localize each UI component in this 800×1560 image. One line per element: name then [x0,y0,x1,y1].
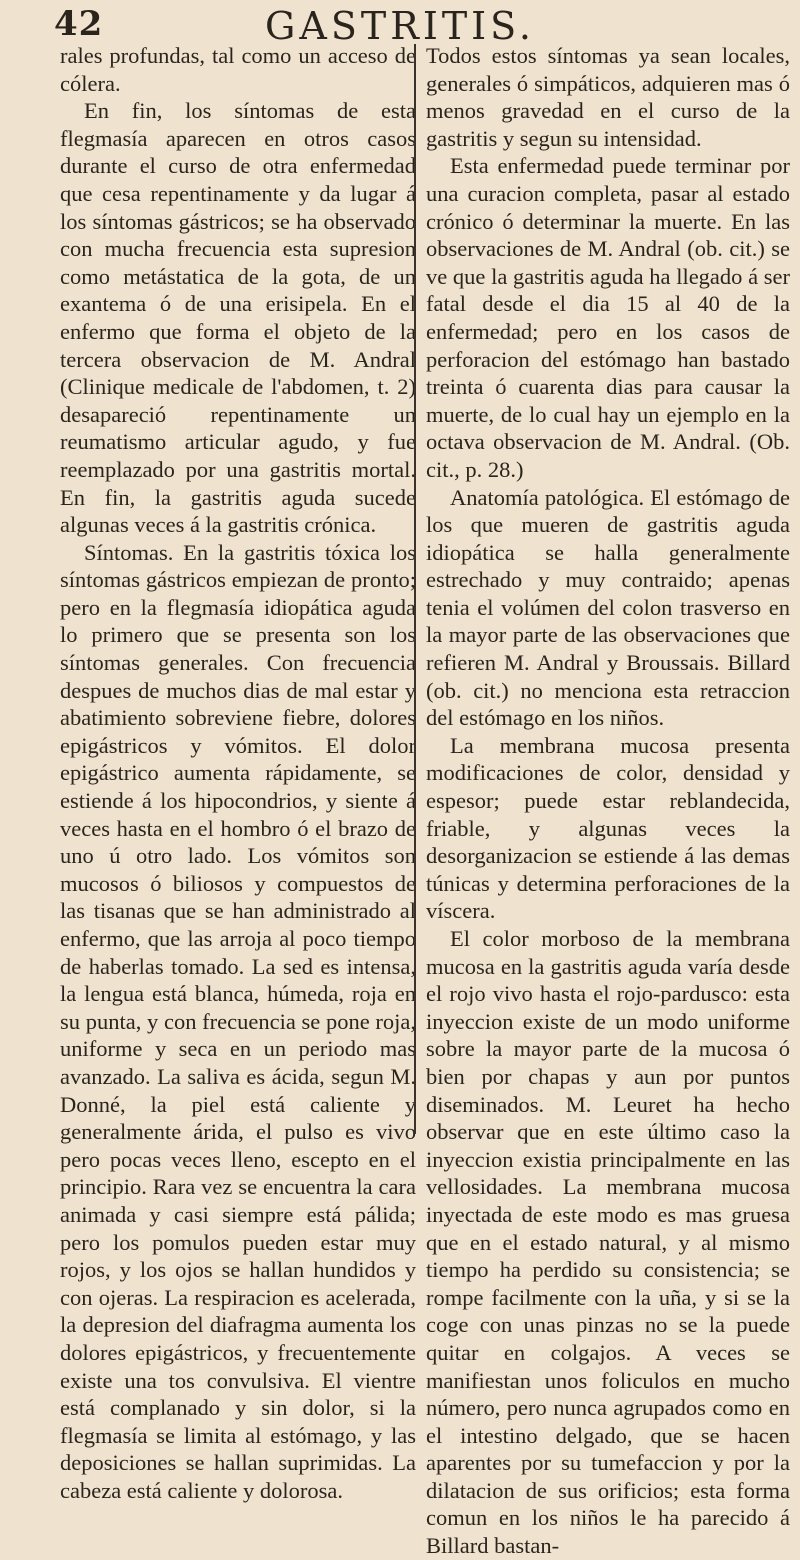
paragraph: Todos estos síntomas ya sean locales, generales ó simpáticos, adquieren mas ó menos gravedad en el curso de la gastritis y segun su intensidad. [426,43,790,151]
running-title: GASTRITIS. [265,4,535,48]
page-number: 42 [54,4,104,44]
paragraph: En fin, los síntomas de esta flegmasía aparecen en otros casos durante el curso de otra enfermedad que cesa repentinamente y da lugar á los síntomas gástricos; se ha observado con mucha frecuencia esta supresion como metástatica de la gota, de un exantema ó de una erisipela. En el enfermo que forma el objeto de la tercera observacion de M. Andral (Clinique medicale de l'abdomen, t. 2) desapareció repentinamente un reumatismo articular agudo, y fue reemplazado por una gastritis mortal. En fin, la gastritis aguda sucede algunas veces á la gastritis crónica. [60,98,416,538]
right-column [426,42,790,1560]
paragraph: Síntomas. En la gastritis tóxica los síntomas gástricos empiezan de pronto; pero en la flegmasía idiopática aguda lo primero que se presenta son los síntomas generales. Con frecuencia despues de muchos dias de mal estar y abatimiento sobreviene fiebre, dolores epigástricos y vómitos. El dolor epigástrico aumenta rápidamente, se estiende á los hipocondrios, y siente á veces hasta en el hombro ó el brazo de uno ú otro lado. Los vómitos son mucosos ó biliosos y compuestos de las tisanas que se han administrado al enfermo, que las arroja al poco tiempo de haberlas tomado. La sed es intensa, la lengua está blanca, húmeda, roja en su punta, y con frecuencia se pone roja, uniforme y seca en un periodo mas avanzado. La saliva es ácida, segun M. Donné, la piel está caliente y generalmente árida, el pulso es vivo pero pocas veces lleno, escepto en el principio. Rara vez se encuentra la cara animada y casi siempre está pálida; pero los pomulos pueden estar muy rojos, y los ojos se hallan hundidos y con ojeras. La respiracion es acelerada, la depresion del diafragma aumenta los dolores epigástricos, y frecuentemente existe una tos convulsiva. El vientre está complanado y sin dolor, si la flegmasía se limita al estómago, y las deposiciones se hallan suprimidas. La cabeza está caliente y dolorosa. [60,539,416,1503]
paragraph: Esta enfermedad puede terminar por una curacion completa, pasar al estado crónico ó determinar la muerte. En las observaciones de M. Andral (ob. cit.) se ve que la gastritis aguda ha llegado á ser fatal desde el dia 15 al 40 de la enfermedad; pero en los casos de perforacion del estómago han bastado treinta ó cuarenta dias para causar la muerte, de lo cual hay un ejemplo en la octava observacion de M. Andral. (Ob. cit., p. 28.) [426,153,790,482]
column-divider [414,44,416,1134]
paragraph: rales profundas, tal como un acceso de cólera. [60,43,416,96]
left-column [60,42,416,1504]
paragraph: Anatomía patológica. El estómago de los que mueren de gastritis aguda idiopática se halla generalmente estrechado y muy contraido; apenas tenia el volúmen del colon trasverso en la mayor parte de las observaciones que refieren M. Andral y Broussais. Billard (ob. cit.) no menciona esta retraccion del estómago en los niños. [426,484,790,731]
paragraph: La membrana mucosa presenta modificaciones de color, densidad y espesor; puede estar reblandecida, friable, y algunas veces la desorganizacion se estiende á las demas túnicas y determina perforaciones de la víscera. [426,732,790,924]
paragraph: El color morboso de la membrana mucosa en la gastritis aguda varía desde el rojo vivo hasta el rojo-pardusco: esta inyeccion existe de un modo uniforme sobre la mayor parte de la mucosa ó bien por chapas y aun por puntos diseminados. M. Leuret ha hecho observar que en este último caso la inyeccion existia principalmente en las vellosidades. La membrana mucosa inyectada de este modo es mas gruesa que en el estado natural, y al mismo tiempo ha perdido su consistencia; se rompe facilmente con la uña, y si se la coge con unas pinzas no se la puede quitar en colgajos. A veces se manifiestan unos foliculos en mucho número, pero nunca agrupados como en el intestino delgado, que se hacen aparentes por su tumefaccion y por la dilatacion de sus orificios; esta forma comun en los niños le ha parecido á Billard bastan- [426,926,790,1559]
